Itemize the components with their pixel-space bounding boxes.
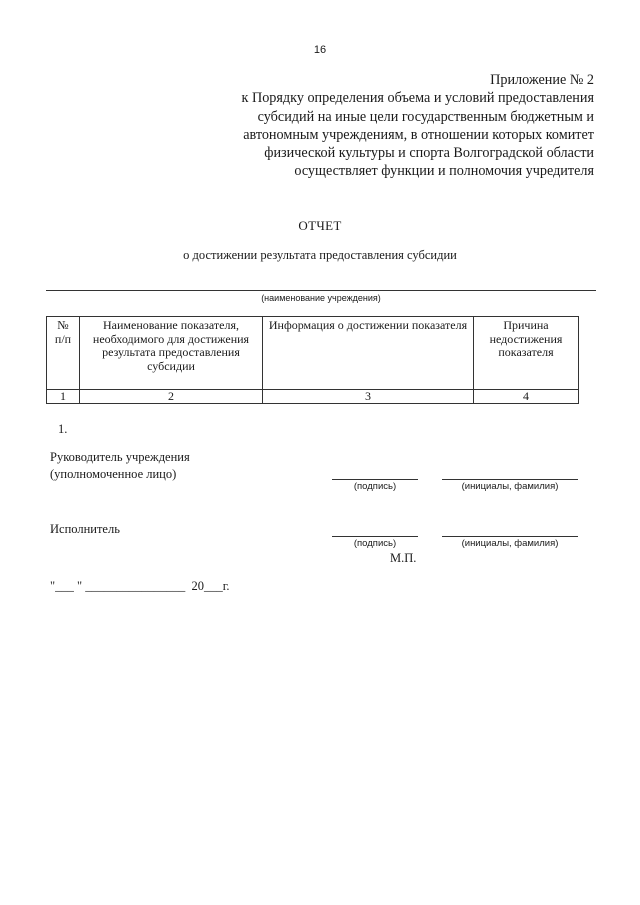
executor-name-caption: (инициалы, фамилия) [461, 538, 559, 549]
table-header-row [47, 317, 579, 390]
table-row [47, 390, 579, 404]
head-signatory-label [50, 449, 190, 483]
page-number: 16 [313, 44, 327, 56]
head-label-line: Руководитель учреждения [50, 450, 190, 464]
column-number-cell: 1 [47, 390, 80, 404]
header-cell-reason: Причина недостижения показателя [474, 317, 579, 390]
column-number-cell: 3 [263, 390, 474, 404]
institution-name-line [46, 290, 596, 291]
header-cell-info: Информация о достижении показателя [263, 317, 474, 390]
appendix-title: Приложение № 2 [490, 72, 594, 88]
column-number-cell: 4 [474, 390, 579, 404]
head-name-line [442, 479, 578, 480]
header-cell-indicator: Наименование показателя, необходимого для достижения результата предоставления субсидии [80, 317, 263, 390]
head-label-line: (уполномоченное лицо) [50, 467, 177, 481]
report-table [46, 316, 579, 404]
report-subtitle: о достижении результата предоставления субсидии [183, 248, 457, 262]
head-name-caption: (инициалы, фамилия) [461, 481, 559, 492]
appendix-header [174, 71, 594, 181]
appendix-line: автономным учреждениям, в отношении которых комитет [243, 126, 594, 143]
institution-caption: (наименование учреждения) [261, 293, 381, 303]
stamp-label: М.П. [390, 551, 417, 565]
report-title: ОТЧЕТ [298, 218, 342, 233]
column-number-cell: 2 [80, 390, 263, 404]
head-signature-caption: (подпись) [353, 481, 397, 492]
appendix-line: осуществляет функции и полномочия учредителя [294, 163, 594, 180]
appendix-line: к Порядку определения объема и условий предоставления [241, 90, 594, 107]
executor-label: Исполнитель [50, 522, 120, 536]
head-signature-line [332, 479, 418, 480]
appendix-line: физической культуры и спорта Волгоградской области [264, 145, 594, 162]
row-number: 1. [58, 422, 68, 436]
appendix-line: субсидий на иные цели государственным бюджетным и [257, 108, 594, 125]
header-cell-number: № п/п [47, 317, 80, 390]
executor-name-line [442, 536, 578, 537]
executor-signature-caption: (подпись) [353, 538, 397, 549]
date-line: "___ " ________________ 20___г. [50, 579, 230, 593]
executor-signature-line [332, 536, 418, 537]
